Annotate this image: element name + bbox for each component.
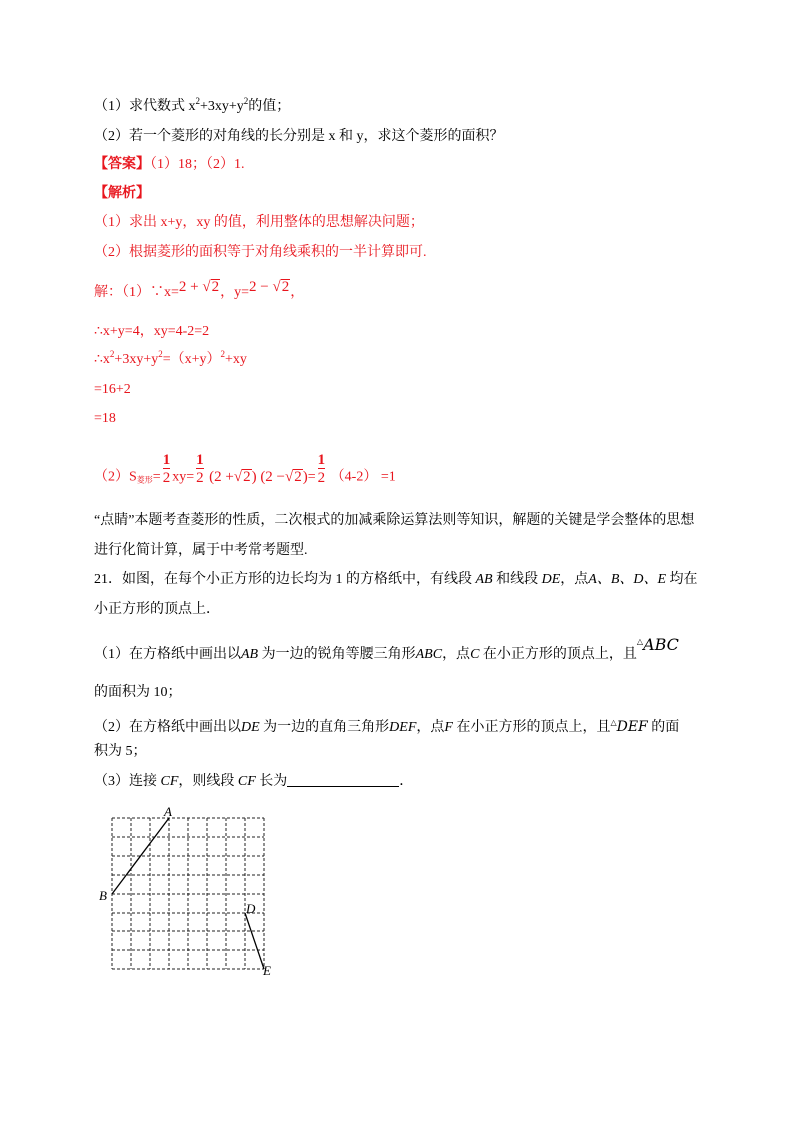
q21-part-2-cont: 积为 5； [94, 744, 147, 759]
sqrt-2: √2 [272, 279, 290, 295]
question-part-1: （1）求代数式 $x^2+3xy+y^2$的值； [94, 96, 291, 114]
grid-lines [112, 818, 264, 969]
solution-line-3: $\therefore x^2+3xy+y^2=(x+y)^2+xy$ [94, 349, 247, 367]
q21-part-3: （3）连接 CF，则线段 CF 长为 ． [94, 774, 414, 789]
q21-line-2: 小正方形的顶点上． [94, 602, 220, 617]
analysis-line-1: （1）求出 x+y，xy 的值，利用整体的思想解决问题； [94, 215, 424, 230]
q21-line-1: 21．如图，在每个小正方形的边长均为 1 的方格纸中，有线段 AB 和线段 DE，点A、B、D、E 均在 [94, 572, 698, 587]
segment-de [245, 913, 264, 969]
answer-blank [287, 772, 399, 787]
label-e: E [263, 963, 271, 978]
comment-line-1: “点睛”本题考查菱形的性质，二次根式的加减乘除运算法则等知识，解题的关键是学会整体的思想 [94, 513, 695, 528]
answer-line [94, 155, 245, 175]
solution-line-2: ∴x+y=4，xy=4-2=2 [94, 324, 210, 339]
solution-line-4: =16+2 [94, 382, 131, 397]
solution-line-6: $(2)S_{菱形}=$ $\frac{1}{2}$ xy= $\frac{1}{2}$ (2 +√2) (2 −√2)= $\frac{1}{2}$ （4-2） =1 [94, 452, 396, 486]
analysis-label: 【解析】 [94, 186, 150, 201]
solution-line-1: 解：（1）∵x=2 + √2，y=2 − √2， [94, 279, 305, 300]
q21-part-1-cont: 的面积为 10； [94, 685, 182, 700]
answer-label: 【答案】 [94, 157, 150, 172]
solution-line-5: =18 [94, 411, 116, 426]
label-b: B [99, 888, 107, 903]
fraction-half: $\frac{1}{2}$ [196, 452, 204, 486]
fraction-half: $\frac{1}{2}$ [317, 452, 326, 486]
question-part-2: （2）若一个菱形的对角线的长分别是 x 和 y，求这个菱形的面积？ [94, 129, 504, 144]
sqrt-2: √2 [202, 279, 220, 295]
analysis-line-2: （2）根据菱形的面积等于对角线乘积的一半计算即可. [94, 245, 427, 260]
answer-text: （1）18；（2）1. [150, 157, 245, 172]
comment-line-2: 进行化简计算，属于中考常考题型. [94, 543, 308, 558]
fraction-half: $\frac{1}{2}$ [162, 452, 171, 486]
label-a: A [164, 804, 172, 819]
segment-ab [112, 818, 169, 894]
q21-part-1: （1）在方格纸中画出以AB 为一边的锐角等腰三角形ABC，点C 在小正方形的顶点上，且△ABC [94, 635, 679, 662]
sqrt-2: √2 [285, 468, 302, 485]
label-d: D [246, 901, 256, 916]
q21-part-2: （2）在方格纸中画出以DE 为一边的直角三角形DEF，点F 在小正方形的顶点上，且△DEF 的面 [94, 718, 680, 735]
sqrt-2: √2 [233, 468, 251, 485]
grid-figure [96, 803, 286, 983]
